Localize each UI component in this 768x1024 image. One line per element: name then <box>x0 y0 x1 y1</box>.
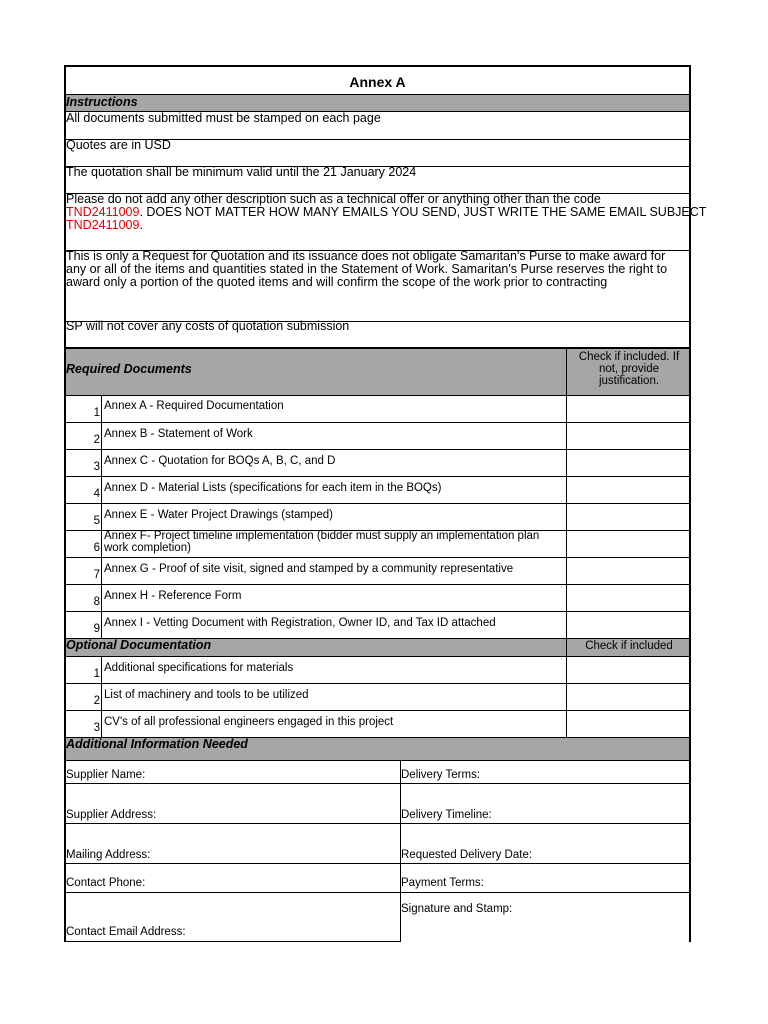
required-docs-header: Required Documents <box>66 362 192 376</box>
contact-phone-field[interactable]: Contact Phone: <box>66 877 146 889</box>
tender-code: TND2411009 <box>66 205 140 219</box>
required-check-header-1: Check if included. If <box>578 351 680 363</box>
signature-stamp-field[interactable]: Signature and Stamp: <box>401 903 513 915</box>
row-number: 4 <box>93 488 100 500</box>
delivery-timeline-field[interactable]: Delivery Timeline: <box>401 809 492 821</box>
instruction-code-line2: TND2411009. DOES NOT MATTER HOW MANY EMAILS YOU SEND, JUST WRITE THE SAME EMAIL SUBJECT <box>66 205 707 219</box>
required-check-cell[interactable] <box>567 531 691 557</box>
payment-terms-field[interactable]: Payment Terms: <box>401 877 484 889</box>
row-number: 2 <box>93 695 100 707</box>
row-number: 5 <box>93 515 100 527</box>
instruction-rfq-line2: any or all of the items and quantities stated in the Statement of Work. Samaritan's Purse reserves the right to <box>66 262 668 276</box>
instruction-code-line3: TND2411009. <box>66 218 143 232</box>
instruction-stamped: All documents submitted must be stamped on each page <box>66 111 381 125</box>
required-item-label: Annex G - Proof of site visit, signed and stamped by a community representative <box>104 563 514 575</box>
required-item-label: Annex D - Material Lists (specifications for each item in the BOQs) <box>104 482 442 494</box>
required-check-cell[interactable] <box>567 396 691 422</box>
required-item-label: Annex A - Required Documentation <box>104 400 284 412</box>
instruction-rfq-line3: award only a portion of the quoted items and will confirm the scope of the work prior to contracting <box>66 275 608 289</box>
instruction-currency: Quotes are in USD <box>66 138 171 152</box>
instruction-validity: The quotation shall be minimum valid until the 21 January 2024 <box>66 165 417 179</box>
optional-check-header: Check if included <box>585 640 673 652</box>
supplier-name-field[interactable]: Supplier Name: <box>66 769 146 781</box>
additional-info-header: Additional Information Needed <box>66 737 248 751</box>
required-check-cell[interactable] <box>567 450 691 476</box>
required-item-label: Annex C - Quotation for BOQs A, B, C, and D <box>104 455 336 467</box>
optional-check-cell[interactable] <box>567 684 691 710</box>
optional-item-label: List of machinery and tools to be utilized <box>104 689 309 701</box>
tender-code: TND2411009 <box>66 218 140 232</box>
row-number: 6 <box>93 542 100 554</box>
row-number: 3 <box>93 461 100 473</box>
row-number: 2 <box>93 434 100 446</box>
required-item-label: Annex F- Project timeline implementation (bidder must supply an implementation plan <box>104 530 540 542</box>
required-check-cell[interactable] <box>567 585 691 611</box>
required-check-cell[interactable] <box>567 558 691 584</box>
required-check-cell[interactable] <box>567 477 691 503</box>
row-number: 3 <box>93 722 100 734</box>
instruction-rfq-line1: This is only a Request for Quotation and its issuance does not obligate Samaritan's Purse to make award for <box>66 249 666 263</box>
contact-email-field[interactable]: Contact Email Address: <box>66 926 186 938</box>
row-number: 1 <box>93 668 100 680</box>
required-check-cell[interactable] <box>567 504 691 530</box>
optional-check-cell[interactable] <box>567 657 691 683</box>
mailing-address-field[interactable]: Mailing Address: <box>66 849 151 861</box>
instruction-costs: SP will not cover any costs of quotation submission <box>66 319 350 333</box>
row-number: 7 <box>93 569 100 581</box>
optional-check-cell[interactable] <box>567 711 691 737</box>
optional-docs-header: Optional Documentation <box>66 638 212 652</box>
required-item-label: Annex E - Water Project Drawings (stamped) <box>104 509 334 521</box>
required-item-label: Annex I - Vetting Document with Registration, Owner ID, and Tax ID attached <box>104 617 496 629</box>
optional-item-label: Additional specifications for materials <box>104 662 294 674</box>
supplier-address-field[interactable]: Supplier Address: <box>66 809 157 821</box>
delivery-terms-field[interactable]: Delivery Terms: <box>401 769 481 781</box>
instruction-code-line1: Please do not add any other description such as a technical offer or anything other than the code <box>66 192 601 206</box>
instructions-header: Instructions <box>66 95 138 109</box>
optional-item-label: CV's of all professional engineers engaged in this project <box>104 716 394 728</box>
required-item-label-cont: work completion) <box>104 542 191 554</box>
required-item-label: Annex H - Reference Form <box>104 590 242 602</box>
required-check-header-2: not, provide <box>598 363 660 375</box>
row-number: 9 <box>93 623 100 635</box>
row-number: 8 <box>93 596 100 608</box>
required-check-cell[interactable] <box>567 612 691 638</box>
required-item-label: Annex B - Statement of Work <box>104 428 253 440</box>
requested-delivery-date-field[interactable]: Requested Delivery Date: <box>401 849 533 861</box>
row-number: 1 <box>93 407 100 419</box>
required-check-cell[interactable] <box>567 423 691 449</box>
page-title: Annex A <box>349 74 406 90</box>
required-check-header-3: justification. <box>598 375 660 387</box>
